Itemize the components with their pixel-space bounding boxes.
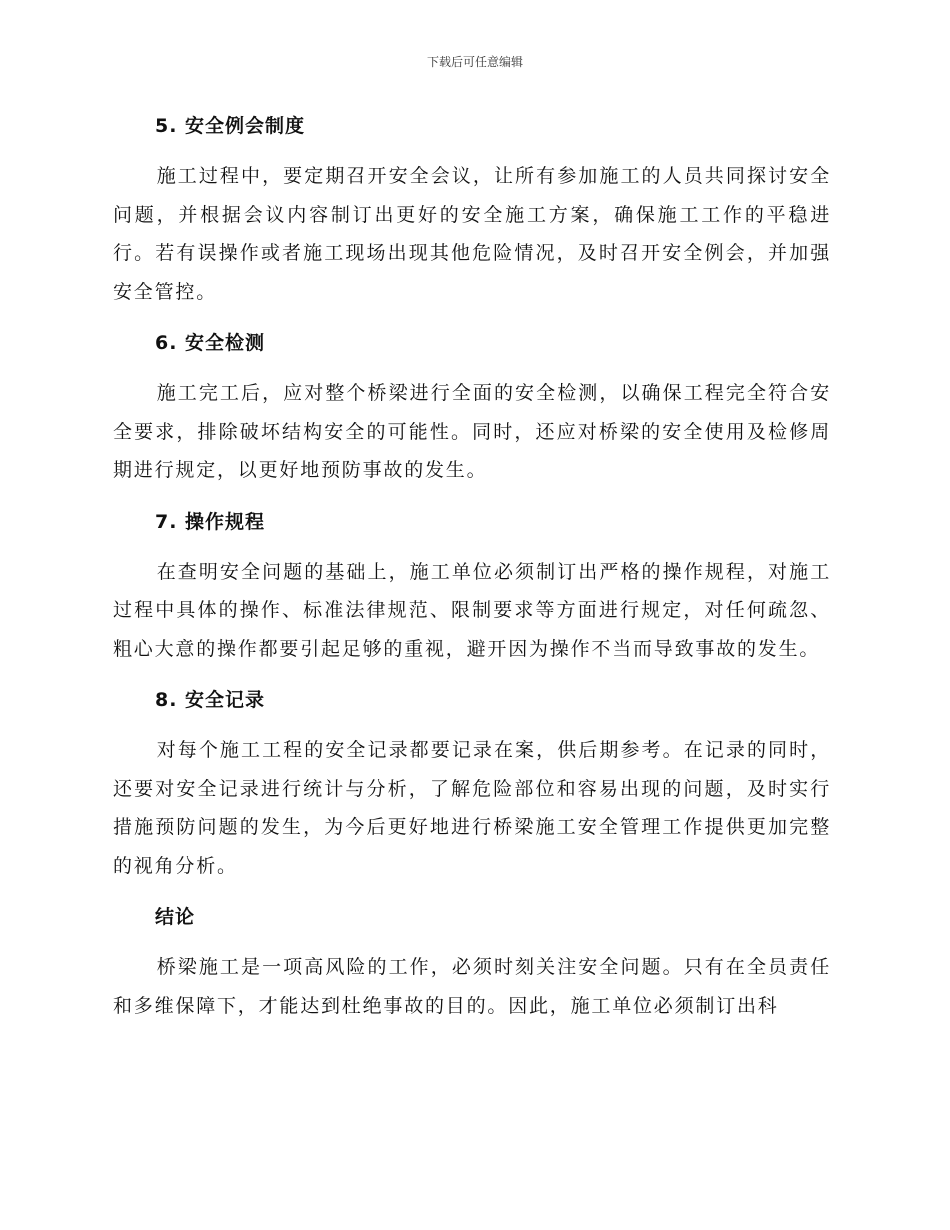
section-heading-safety-meeting: 5. 安全例会制度 <box>155 115 306 137</box>
paragraph-operating-procedures: 在查明安全问题的基础上，施工单位必须制订出严格的操作规程，对施工过程中具体的操作、标准法律规范、限制要求等方面进行规定，对任何疏忽、粗心大意的操作都要引起足够的重视，避开因为操作不当而导致事故的发生。 <box>113 560 831 660</box>
section-heading-safety-inspection: 6. 安全检测 <box>155 332 266 354</box>
section-heading-safety-records: 8. 安全记录 <box>155 689 266 711</box>
document-body <box>113 108 831 1025</box>
paragraph-safety-meeting: 施工过程中，要定期召开安全会议，让所有参加施工的人员共同探讨安全问题，并根据会议内容制订出更好的安全施工方案，确保施工工作的平稳进行。若有误操作或者施工现场出现其他危险情况，及时召开安全例会，并加强安全管控。 <box>113 165 831 303</box>
section-heading-conclusion: 结论 <box>155 906 196 928</box>
paragraph-safety-records: 对每个施工工程的安全记录都要记录在案，供后期参考。在记录的同时，还要对安全记录进行统计与分析，了解危险部位和容易出现的问题，及时实行措施预防问题的发生，为今后更好地进行桥梁施工安全管理工作提供更加完整的视角分析。 <box>113 739 831 877</box>
section-heading-operating-procedures: 7. 操作规程 <box>155 510 266 533</box>
paragraph-safety-inspection: 施工完工后，应对整个桥梁进行全面的安全检测，以确保工程完全符合安全要求，排除破坏结构安全的可能性。同时，还应对桥梁的安全使用及检修周期进行规定，以更好地预防事故的发生。 <box>113 382 831 481</box>
page-header-note: 下载后可任意编辑 <box>426 55 523 69</box>
paragraph-conclusion: 桥梁施工是一项高风险的工作，必须时刻关注安全问题。只有在全员责任和多维保障下，才能达到杜绝事故的目的。因此，施工单位必须制订出科 <box>113 956 831 1017</box>
